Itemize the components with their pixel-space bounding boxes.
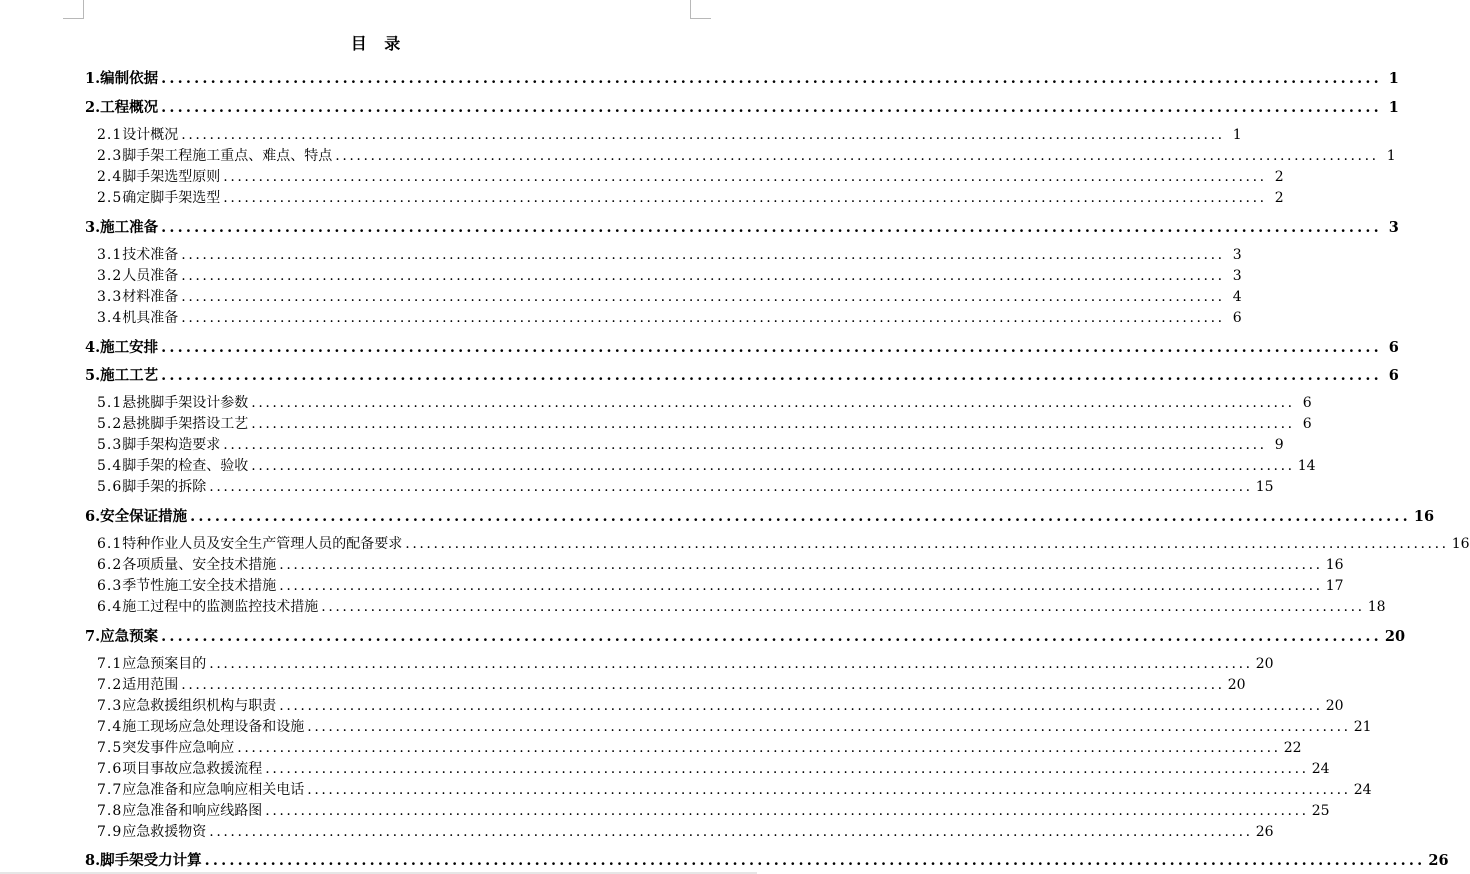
toc-entry-title: 应急准备和响应线路图 bbox=[122, 803, 263, 819]
toc-page-number: 6 bbox=[1388, 367, 1399, 384]
toc-entry-number: 7.6 bbox=[97, 761, 123, 777]
toc-dot-leader: .................................................................................................................................................... bbox=[251, 395, 1295, 411]
toc-entry-title: 施工现场应急处理设备和设施 bbox=[122, 719, 305, 735]
page-corner-mark-top-right bbox=[690, 0, 711, 19]
toc-section-entry[interactable] bbox=[97, 265, 1242, 285]
toc-entry-title: 应急预案目的 bbox=[122, 656, 207, 672]
toc-entry-title: 人员准备 bbox=[122, 268, 179, 284]
toc-entry-title: 施工安排 bbox=[100, 339, 159, 356]
toc-page-number: 6 bbox=[1388, 339, 1399, 356]
toc-section-entry[interactable] bbox=[97, 307, 1242, 327]
toc-section-entry[interactable] bbox=[97, 145, 1396, 165]
toc-entry-title: 应急准备和应急响应相关电话 bbox=[122, 782, 305, 798]
page-corner-mark-top-left bbox=[63, 0, 84, 19]
toc-dot-leader: .................................................................................................................................................... bbox=[279, 557, 1323, 573]
toc-dot-leader: .................................................................................................................................................... bbox=[161, 219, 1382, 236]
toc-dot-leader: .................................................................................................................................................... bbox=[209, 656, 1253, 672]
toc-entry-number: 3.1 bbox=[97, 247, 123, 263]
toc-entry-title: 悬挑脚手架搭设工艺 bbox=[122, 416, 249, 432]
toc-page-number: 25 bbox=[1311, 803, 1330, 819]
toc-section-entry[interactable] bbox=[97, 166, 1284, 186]
toc-dot-leader: .................................................................................................................................................... bbox=[181, 268, 1225, 284]
toc-page-number: 3 bbox=[1232, 247, 1242, 263]
toc-entry-title: 脚手架工程施工重点、难点、特点 bbox=[122, 148, 333, 164]
toc-section-entry[interactable] bbox=[97, 413, 1312, 433]
toc-entry-title: 项目事故应急救援流程 bbox=[122, 761, 263, 777]
toc-page-number: 18 bbox=[1367, 599, 1386, 615]
toc-dot-leader: .................................................................................................................................................... bbox=[190, 508, 1411, 525]
toc-chapter-entry[interactable] bbox=[85, 625, 1406, 646]
toc-entry-title: 适用范围 bbox=[122, 677, 179, 693]
toc-entry-number: 3.4 bbox=[97, 310, 123, 326]
toc-dot-leader: .................................................................................................................................................... bbox=[335, 148, 1379, 164]
toc-dot-leader: .................................................................................................................................................... bbox=[223, 437, 1267, 453]
toc-page-number: 3 bbox=[1232, 268, 1242, 284]
toc-dot-leader: .................................................................................................................................................... bbox=[181, 127, 1225, 143]
toc-entry-number: 7.9 bbox=[97, 824, 123, 840]
toc-entry-number: 2.3 bbox=[97, 148, 123, 164]
toc-entry-number: 3.2 bbox=[97, 268, 123, 284]
toc-section-entry[interactable] bbox=[97, 286, 1242, 306]
toc-entry-number: 5.3 bbox=[97, 437, 123, 453]
toc-page-number: 17 bbox=[1325, 578, 1344, 594]
toc-entry-title: 工程概况 bbox=[100, 99, 159, 116]
toc-title: 目 录 bbox=[350, 34, 407, 53]
toc-section-entry[interactable] bbox=[97, 737, 1302, 757]
toc-dot-leader: .................................................................................................................................................... bbox=[251, 416, 1295, 432]
toc-page-number: 9 bbox=[1274, 437, 1284, 453]
toc-entry-number: 7.7 bbox=[97, 782, 123, 798]
toc-section-entry[interactable] bbox=[97, 455, 1316, 475]
toc-entry-title: 施工工艺 bbox=[100, 367, 159, 384]
toc-page-number: 16 bbox=[1451, 536, 1470, 552]
toc-entry-number: 5. bbox=[85, 367, 101, 384]
toc-page-number: 14 bbox=[1297, 458, 1316, 474]
toc-entry-number: 7.5 bbox=[97, 740, 123, 756]
toc-section-entry[interactable] bbox=[97, 695, 1344, 715]
toc-entry-title: 施工过程中的监测监控技术措施 bbox=[122, 599, 319, 615]
toc-entry-title: 悬挑脚手架设计参数 bbox=[122, 395, 249, 411]
toc-section-entry[interactable] bbox=[97, 821, 1274, 841]
toc-entry-number: 3. bbox=[85, 219, 101, 236]
toc-entry-number: 7.8 bbox=[97, 803, 123, 819]
toc-entry-title: 材料准备 bbox=[122, 289, 179, 305]
toc-entry-title: 脚手架的拆除 bbox=[122, 479, 207, 495]
toc-chapter-entry[interactable] bbox=[85, 67, 1399, 88]
toc-page-number: 2 bbox=[1274, 169, 1284, 185]
toc-section-entry[interactable] bbox=[97, 554, 1344, 574]
toc-entry-number: 1. bbox=[85, 70, 101, 87]
toc-section-entry[interactable] bbox=[97, 533, 1470, 553]
toc-page-number: 20 bbox=[1325, 698, 1344, 714]
toc-page-number: 6 bbox=[1232, 310, 1242, 326]
toc-page-number: 1 bbox=[1388, 99, 1399, 116]
toc-dot-leader: .................................................................................................................................................... bbox=[237, 740, 1281, 756]
toc-entry-number: 5.2 bbox=[97, 416, 123, 432]
toc-section-entry[interactable] bbox=[97, 674, 1246, 694]
toc-entry-number: 7.3 bbox=[97, 698, 123, 714]
toc-entry-title: 季节性施工安全技术措施 bbox=[122, 578, 277, 594]
toc-dot-leader: .................................................................................................................................................... bbox=[279, 698, 1323, 714]
toc-page-number: 20 bbox=[1227, 677, 1246, 693]
toc-entry-title: 脚手架选型原则 bbox=[122, 169, 221, 185]
toc-dot-leader: .................................................................................................................................................... bbox=[307, 782, 1351, 798]
toc-page-number: 24 bbox=[1311, 761, 1330, 777]
toc-page-number: 21 bbox=[1353, 719, 1372, 735]
toc-entry-title: 机具准备 bbox=[122, 310, 179, 326]
toc-section-entry[interactable] bbox=[97, 800, 1330, 820]
toc-entry-number: 5.1 bbox=[97, 395, 123, 411]
toc-entry-number: 7. bbox=[85, 628, 101, 645]
toc-chapter-entry[interactable] bbox=[85, 364, 1399, 385]
toc-dot-leader: .................................................................................................................................................... bbox=[209, 824, 1253, 840]
toc-entry-number: 3.3 bbox=[97, 289, 123, 305]
toc-entry-number: 6. bbox=[85, 508, 101, 525]
toc-dot-leader: .................................................................................................................................................... bbox=[181, 677, 1225, 693]
toc-entry-number: 8. bbox=[85, 852, 101, 869]
toc-entry-title: 应急预案 bbox=[100, 628, 159, 645]
toc-entry-title: 应急救援组织机构与职责 bbox=[122, 698, 277, 714]
toc-dot-leader: .................................................................................................................................................... bbox=[181, 247, 1225, 263]
toc-section-entry[interactable] bbox=[97, 716, 1372, 736]
toc-page-number: 1 bbox=[1232, 127, 1242, 143]
toc-dot-leader: .................................................................................................................................................... bbox=[161, 339, 1382, 356]
toc-page-number: 26 bbox=[1428, 852, 1449, 869]
toc-section-entry[interactable] bbox=[97, 575, 1344, 595]
toc-entry-title: 突发事件应急响应 bbox=[122, 740, 235, 756]
toc-section-entry[interactable] bbox=[97, 124, 1242, 144]
toc-entry-title: 特种作业人员及安全生产管理人员的配备要求 bbox=[122, 536, 403, 552]
toc-section-entry[interactable] bbox=[97, 434, 1284, 454]
toc-dot-leader: .................................................................................................................................................... bbox=[405, 536, 1449, 552]
toc-dot-leader: .................................................................................................................................................... bbox=[223, 169, 1267, 185]
toc-entry-number: 2.1 bbox=[97, 127, 123, 143]
toc-section-entry[interactable] bbox=[97, 187, 1284, 207]
toc-entry-number: 6.4 bbox=[97, 599, 123, 615]
toc-dot-leader: .................................................................................................................................................... bbox=[307, 719, 1351, 735]
toc-page-number: 2 bbox=[1274, 190, 1284, 206]
toc-dot-leader: .................................................................................................................................................... bbox=[321, 599, 1365, 615]
toc-section-entry[interactable] bbox=[97, 596, 1386, 616]
toc-entry-title: 脚手架的检查、验收 bbox=[122, 458, 249, 474]
toc-entry-title: 编制依据 bbox=[100, 70, 159, 87]
toc-page-number: 24 bbox=[1353, 782, 1372, 798]
toc-entry-number: 2. bbox=[85, 99, 101, 116]
toc-chapter-entry[interactable] bbox=[85, 505, 1435, 526]
toc-page-number: 16 bbox=[1413, 508, 1435, 525]
toc-dot-leader: .................................................................................................................................................... bbox=[181, 289, 1225, 305]
toc-entry-number: 5.4 bbox=[97, 458, 123, 474]
toc-entry-title: 设计概况 bbox=[122, 127, 179, 143]
toc-section-entry[interactable] bbox=[97, 476, 1274, 496]
toc-dot-leader: .................................................................................................................................................... bbox=[265, 761, 1309, 777]
toc-page-number: 1 bbox=[1388, 70, 1399, 87]
toc-entry-number: 7.2 bbox=[97, 677, 123, 693]
toc-chapter-entry[interactable] bbox=[85, 96, 1399, 117]
toc-dot-leader: .................................................................................................................................................... bbox=[161, 628, 1382, 645]
toc-page-number: 15 bbox=[1255, 479, 1274, 495]
toc-entry-title: 各项质量、安全技术措施 bbox=[122, 557, 277, 573]
toc-entry-number: 7.1 bbox=[97, 656, 123, 672]
toc-dot-leader: .................................................................................................................................................... bbox=[161, 99, 1382, 116]
toc-entry-number: 4. bbox=[85, 339, 101, 356]
toc-page-number: 1 bbox=[1386, 148, 1396, 164]
toc-dot-leader: .................................................................................................................................................... bbox=[265, 803, 1309, 819]
toc-entry-title: 技术准备 bbox=[122, 247, 179, 263]
toc-page-number: 22 bbox=[1283, 740, 1302, 756]
toc-entry-number: 6.3 bbox=[97, 578, 123, 594]
toc-dot-leader: .................................................................................................................................................... bbox=[181, 310, 1225, 326]
toc-dot-leader: .................................................................................................................................................... bbox=[204, 852, 1426, 869]
toc-entry-number: 6.1 bbox=[97, 536, 123, 552]
toc-entry-number: 7.4 bbox=[97, 719, 123, 735]
toc-page-number: 4 bbox=[1232, 289, 1242, 305]
toc-page-number: 20 bbox=[1255, 656, 1274, 672]
toc-page-number: 16 bbox=[1325, 557, 1344, 573]
toc-dot-leader: .................................................................................................................................................... bbox=[209, 479, 1253, 495]
toc-page-number: 6 bbox=[1302, 416, 1312, 432]
toc-dot-leader: .................................................................................................................................................... bbox=[161, 70, 1382, 87]
toc-section-entry[interactable] bbox=[97, 758, 1330, 778]
toc-entry-title: 确定脚手架选型 bbox=[122, 190, 221, 206]
toc-entry-title: 脚手架构造要求 bbox=[122, 437, 221, 453]
toc-entry-number: 6.2 bbox=[97, 557, 123, 573]
toc-entry-number: 2.4 bbox=[97, 169, 123, 185]
toc-entry-title: 安全保证措施 bbox=[100, 508, 188, 525]
toc-page-number: 3 bbox=[1388, 219, 1399, 236]
toc-section-entry[interactable] bbox=[97, 392, 1312, 412]
toc-entry-title: 施工准备 bbox=[100, 219, 159, 236]
toc-entry-title: 脚手架受力计算 bbox=[100, 852, 202, 869]
toc-section-entry[interactable] bbox=[97, 244, 1242, 264]
toc-section-entry[interactable] bbox=[97, 653, 1274, 673]
toc-section-entry[interactable] bbox=[97, 779, 1372, 799]
toc-entry-title: 应急救援物资 bbox=[122, 824, 207, 840]
toc-entry-number: 2.5 bbox=[97, 190, 123, 206]
toc-dot-leader: .................................................................................................................................................... bbox=[251, 458, 1295, 474]
toc-page-number: 20 bbox=[1384, 628, 1406, 645]
toc-chapter-entry[interactable] bbox=[85, 216, 1399, 237]
toc-dot-leader: .................................................................................................................................................... bbox=[279, 578, 1323, 594]
toc-entry-number: 5.6 bbox=[97, 479, 123, 495]
toc-chapter-entry[interactable] bbox=[85, 849, 1449, 870]
toc-chapter-entry[interactable] bbox=[85, 336, 1399, 357]
toc-dot-leader: .................................................................................................................................................... bbox=[223, 190, 1267, 206]
toc-page-number: 26 bbox=[1255, 824, 1274, 840]
toc-dot-leader: .................................................................................................................................................... bbox=[161, 367, 1382, 384]
toc-page-number: 6 bbox=[1302, 395, 1312, 411]
